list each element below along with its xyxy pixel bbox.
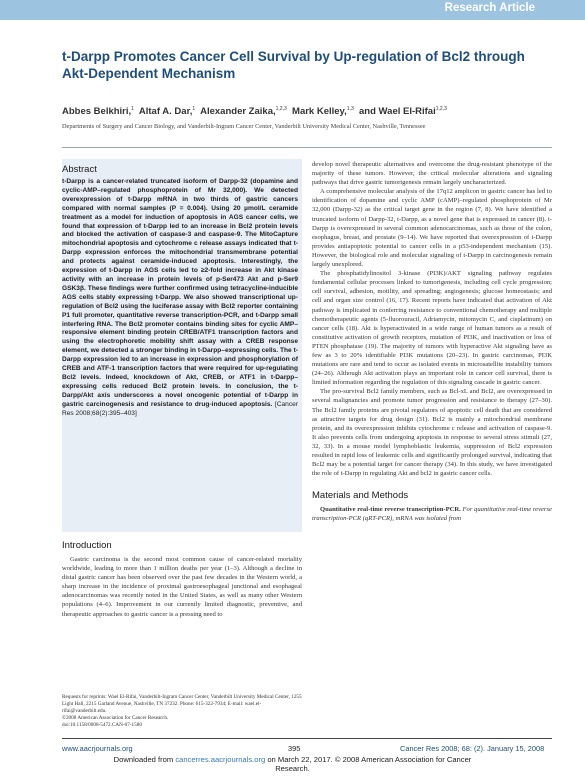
body-paragraph: A comprehensive molecular analysis of the 17q12 amplicon in gastric cancer has led to identification of dopamine and cyclic AMP (cAMP)–regulated phosphoprotein of Mr 32,000 (Darpp-32) as the critical target gene in the region (7, 8). We have identified a truncated isoform of Darpp-32, t-Darpp, as a novel gene that is expressed in cancer (8). t-Darpp is overexpressed in several common adenocarcinomas, such as those of the colon, esophagus, breast, and prostate (9–14). We have reported that overexpression of t-Darpp provides antiapoptotic potential to cancer cells in a p53-independent mechanism (15). However, the biological role and molecular signaling of t-Darpp in carcinogenesis remain largely unexplored.	[312, 188, 552, 269]
body-paragraph: develop novel therapeutic alternatives and overcome the drug-resistant phenotype of the majority of these tumors. However, the critical molecular alterations and signaling pathways that drive gastric tumorigenesis remain largely uncharacterized.	[312, 161, 552, 187]
author: Mark Kelley,$^{1,3}$	[292, 106, 354, 118]
methods-paragraph	[312, 505, 552, 523]
introduction-section	[62, 540, 302, 619]
article-type-banner	[0, 0, 585, 20]
introduction-paragraph: Gastric carcinoma is the second most common cause of cancer-related mortality worldwide, leading to more than 1 million deaths per year (1–3). Although a decline in distal gastric cancer has been observed over the past few decades in the Western world, a sharp increase in the incidence of proximal gastroesophageal junctional and esophageal adenocarcinomas was recently noted in the United States, as well as many other Western populations (4–6). Improvement in our currently limited diagnostic, preventive, and therapeutic approaches to gastric cancer is a pressing need to	[62, 556, 302, 618]
author: Altaf A. Dar,$^1$	[138, 106, 196, 118]
footer-divider	[62, 738, 552, 739]
introduction-heading: Introduction	[62, 540, 112, 551]
methods-text: For quantitative real-time reverse transcription-PCR (qRT-PCR), mRNA was isolated from	[312, 506, 552, 523]
article-type-label: Research Article	[444, 2, 535, 14]
abstract-body: t-Darpp is a cancer-related truncated isoform of Darpp-32 (dopamine and cyclic-AMP–regulated phosphoprotein of Mr 32,000). We detected overexpression of t-Darpp mRNA in two thirds of gastric cancers compared with normal samples (P = 0.004). Using 20 µmol/L ceramide treatment as a model for induction of apoptosis in AGS cancer cells, we found that expression of t-Darpp led to an increase in Bcl2 protein levels and blocked the activation of caspase-3 and caspase-9. The MitoCapture mitochondrial apoptosis and cytochrome c release assays indicated that t-Darpp expression enforces the mitochondrial transmembrane potential and protects against ceramide-induced apoptosis. Interestingly, the expression of t-Darpp in AGS cells led to ≥2-fold increase in Akt kinase activity with an increase in protein levels of p-Ser473 Akt and p-Ser9 GSK3β. These findings were further confirmed using tetracycline-inducible AGS cells stably expressing t-Darpp. We also showed transcriptional up-regulation of Bcl2 using the luciferase assay with Bcl2 reporter containing P1 full promoter, quantitative reverse transcription-PCR, and t-Darpp small interfering RNA. The Bcl2 promoter contains binding sites for cyclic AMP–responsive element binding protein CREB/ATF1 transcription factors and using the electrophoretic mobility shift assay with a CREB response element, we detected a stronger binding in t-Darpp–expressing cells. The t-Darpp expression led to an increase in expression and phosphorylation of CREB and ATF-1 transcription factors that were required for up-regulating Bcl2 levels. Indeed, knockdown of Akt, CREB, or ATF1 in t-Darpp–expressing cells reduced Bcl2 protein levels. In conclusion, the t-Darpp/Akt axis underscores a novel oncogenic potential of t-Darpp in gastric carcinogenesis and resistance to drug-induced apoptosis.	[62, 178, 298, 408]
abstract-box	[62, 159, 302, 532]
abstract-heading: Abstract	[62, 164, 97, 175]
copyright-line: ©2008 American Association for Cancer Research.	[62, 715, 169, 722]
body-paragraph: The phosphatidylinositol 3-kinase (PI3K)/AKT signaling pathway regulates fundamental cellular processes linked to tumorigenesis, including cell cycle progression; cell survival, adhesion, motility, and spreading; angiogenesis; glucose homeostasis; and cell and organ size control (16, 17). Recent reports have indicated that activation of Akt pathway is implicated in conferring resistance to conventional chemotherapy and multiple chemotherapeutic agents (5-fluorouracil, Adriamycin, mitomycin C, and cisplatinum) on cancer cells (18). Akt is hyperactivated in a wide range of human tumors as a result of constitutive activation of growth receptors, mutation of PI3K, and inactivation or loss of PTEN phosphatase (19). The majority of tumors with hyperactive Akt signaling have as few as 3 to 20% identifiable PI3K mutations (20–23). In gastric carcinomas, PI3K mutations are rare and tend to occur as isolated events in microsatellite instability tumors (24–26). Although Akt activation plays an important role in cancer cell survival, there is limited information regarding the regulation of this signaling cascade in gastric cancer.	[312, 270, 552, 387]
methods-subheading: Quantitative real-time reverse transcription-PCR.	[320, 506, 461, 514]
author: Alexander Zaika,$^{1,2,3}$	[200, 106, 287, 118]
abstract-text	[62, 178, 298, 418]
download-link[interactable]: cancerres.aacrjournals.org	[175, 755, 266, 764]
download-notice: Downloaded from cancerres.aacrjournals.org on March 22, 2017. © 2008 American Association for Cancer Research.	[113, 755, 472, 773]
doi-line: doi:10.1158/0008-5472.CAN-07-1580	[62, 722, 142, 729]
affiliation: Departments of Surgery and Cancer Biology, and Vanderbilt-Ingram Cancer Center, Vanderbilt University Medical Center, Nashville, Tennessee	[62, 123, 426, 130]
page-number: 395	[288, 744, 301, 753]
right-column	[312, 160, 552, 523]
body-paragraph: The pro-survival Bcl2 family members, such as Bcl-xL and Bcl2, are overexpressed in several malignancies and promote tumor progression and resistance to therapy (27–30). The Bcl2 family proteins are pivotal regulators of apoptotic cell death that are considered as attractive targets for drug design (31). Bcl2 is mainly a mitochondrial membrane protein, and its overexpression inhibits cytochrome c release and activation of caspase-9. It also prevents cells from undergoing apoptosis in response to several stress stimuli (27, 32, 33). In a mouse model lymphoblastic leukemia, suppression of Bcl2 expression resulted in rapid loss of leukemic cells and significantly prolonged survival, indicating that Bcl2 may be a potential target for cancer therapy (34). In this study, we have investigated the role of t-Darpp in regulating Akt and bcl2 in gastric cancer cells.	[312, 388, 552, 478]
correspondence-footnote	[62, 694, 302, 729]
author-list	[62, 106, 552, 117]
reprint-request: Requests for reprints: Wael El-Rifai, Vanderbilt-Ingram Cancer Center, Vanderbilt University Medical Center, 1255 Light Hall, 2215 Garland Avenue, Nashville, TN 37232. Phone: 615-322-7934; E-mail: wael.el-rifai@vanderbilt.edu.	[62, 694, 302, 715]
journal-citation: Cancer Res 2008; 68: (2). January 15, 2008	[400, 744, 545, 753]
journal-url[interactable]: www.aacrjournals.org	[62, 744, 133, 753]
author: and Wael El-Rifai$^{1,2,3}$	[359, 106, 447, 118]
header-divider	[62, 147, 552, 148]
article-title: t-Darpp Promotes Cancer Cell Survival by Up-regulation of Bcl2 through Akt-Dependent Mechanism	[62, 49, 525, 81]
abstract-citation: [Cancer Res 2008;68(2):395–403]	[62, 400, 298, 417]
author: Abbes Belkhiri,$^1$	[62, 106, 134, 118]
methods-heading: Materials and Methods	[312, 490, 409, 502]
